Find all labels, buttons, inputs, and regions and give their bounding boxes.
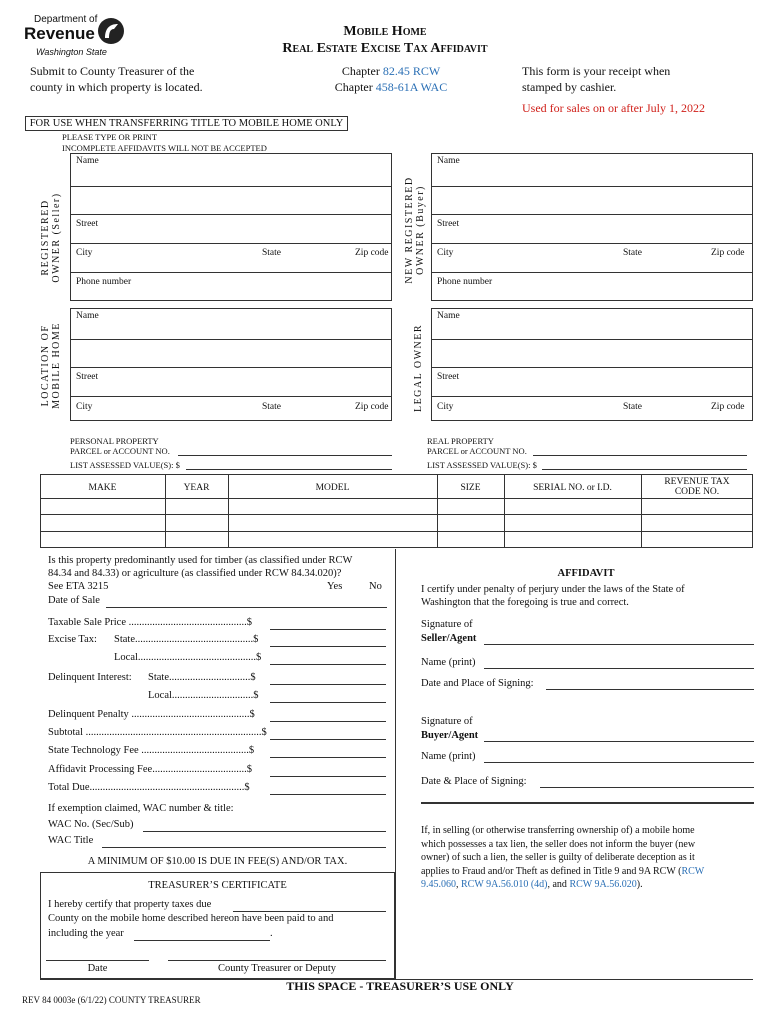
treasurer-date-label: Date: [87, 963, 108, 974]
delinquent-local-label: Local...............................$: [148, 690, 259, 701]
seller-date-place-input[interactable]: [546, 689, 754, 690]
col-serial: SERIAL NO. or I.D.: [533, 483, 612, 493]
seller-side-l2: OWNER (Seller): [51, 192, 62, 283]
tech-fee-input[interactable]: [270, 757, 386, 758]
lien-warning-end: ).: [636, 879, 643, 890]
legal-box: [431, 308, 753, 421]
seller-city-field[interactable]: City: [76, 248, 93, 258]
excise-tax-label: Excise Tax:: [48, 634, 97, 645]
link-rcw-9a-56-020[interactable]: RCW 9A.56.020: [569, 879, 637, 890]
timber-no-option[interactable]: No: [369, 581, 382, 592]
buyer-zip-field[interactable]: Zip code: [711, 248, 745, 258]
col-model: MODEL: [315, 483, 350, 493]
instructions-line1: PLEASE TYPE OR PRINT: [62, 132, 158, 142]
lien-warning-l4-pre: applies to Fraud and/or Theft as defined in Title 9 and 9A RCW (: [421, 865, 682, 877]
chapter-rcw-prefix: Chapter: [341, 64, 383, 78]
instructions-line2: INCOMPLETE AFFIDAVITS WILL NOT BE ACCEPTED: [62, 143, 267, 153]
buyer-phone-field[interactable]: Phone number: [437, 277, 493, 287]
excise-state-label: State.............................................$: [114, 634, 259, 645]
chapter-wac-prefix: Chapter: [334, 80, 376, 94]
real-assessed-input[interactable]: [542, 469, 747, 470]
delinquent-state-label: State...............................$: [148, 672, 256, 683]
processing-fee-input[interactable]: [270, 776, 386, 777]
taxable-sale-price-input[interactable]: [270, 629, 386, 630]
lien-warning-sep1: ,: [456, 879, 461, 890]
treasurer-use-only: THIS SPACE - TREASURER’S USE ONLY: [286, 979, 514, 993]
dor-logo: [22, 14, 132, 60]
buyer-name-print-input[interactable]: [484, 762, 754, 763]
col-revenue-l2: CODE NO.: [674, 487, 720, 497]
delinquent-penalty-input[interactable]: [270, 721, 386, 722]
taxable-sale-price-label: Taxable Sale Price .............................................$: [48, 617, 252, 628]
treasurer-county-input[interactable]: [233, 911, 386, 912]
timber-line3: See ETA 3215: [48, 581, 109, 592]
seller-agent-label: Seller/Agent: [421, 633, 477, 644]
excise-local-label: Local.............................................$: [114, 652, 262, 663]
buyer-signature-input[interactable]: [484, 741, 754, 742]
real-property-label: REAL PROPERTY: [427, 436, 494, 446]
used-for-date: Used for sales on or after July 1, 2022: [522, 101, 705, 115]
location-side-label: [40, 313, 62, 418]
logo-revenue: Revenue: [24, 24, 95, 43]
legal-street-field[interactable]: Street: [437, 372, 460, 382]
excise-state-input[interactable]: [270, 646, 386, 647]
legal-side-label: [413, 318, 424, 418]
tech-fee-label: State Technology Fee .........................................$: [48, 745, 255, 756]
location-street-field[interactable]: Street: [76, 372, 99, 382]
affidavit-title: AFFIDAVIT: [557, 568, 615, 579]
legal-zip-field[interactable]: Zip code: [711, 402, 745, 412]
delinquent-penalty-label: Delinquent Penalty .............................................$: [48, 709, 255, 720]
seller-side-label: [40, 175, 62, 300]
wac-no-label: WAC No. (Sec/Sub): [48, 819, 134, 830]
lien-warning: [421, 824, 756, 892]
seller-side-l1: REGISTERED: [40, 199, 51, 276]
treasurer-certificate-title: TREASURER’S CERTIFICATE: [148, 880, 287, 891]
chapter-wac: [320, 80, 462, 95]
legal-side-l1: LEGAL OWNER: [413, 323, 424, 413]
logo-department: Department of: [34, 14, 98, 25]
seller-name-print-label: Name (print): [421, 657, 476, 668]
seller-street-field[interactable]: Street: [76, 219, 99, 229]
treasurer-year-input[interactable]: [134, 940, 270, 941]
seller-name-print-input[interactable]: [484, 668, 754, 669]
buyer-name-print-label: Name (print): [421, 751, 476, 762]
link-rcw-9-45-060[interactable]: 9.45.060: [421, 879, 456, 890]
lower-divider: [395, 549, 396, 979]
form-number: REV 84 0003e (6/1/22) COUNTY TREASURER: [22, 995, 201, 1005]
buyer-name-field[interactable]: Name: [437, 156, 460, 166]
excise-local-input[interactable]: [270, 664, 386, 665]
col-revenue-code: [641, 477, 753, 497]
buyer-date-place-label: Date & Place of Signing:: [421, 776, 527, 787]
treasurer-line2: County on the mobile home described hereon have been paid to and: [48, 913, 334, 924]
treasurer-line3: including the year: [48, 928, 124, 939]
lien-warning-l5: [421, 878, 756, 892]
buyer-state-field[interactable]: State: [623, 248, 642, 258]
wac-title-input[interactable]: [102, 847, 386, 848]
real-parcel-label: PARCEL or ACCOUNT NO.: [427, 446, 527, 456]
link-458-61a-wac[interactable]: 458-61A WAC: [375, 80, 448, 94]
timber-line2: 84.34 and 84.33) or agriculture (as classified under RCW 84.34.020)?: [48, 568, 342, 579]
real-parcel-input[interactable]: [533, 455, 747, 456]
buyer-agent-label: Buyer/Agent: [421, 730, 479, 741]
personal-assessed-input[interactable]: [186, 469, 392, 470]
seller-date-place-label: Date and Place of Signing:: [421, 678, 534, 689]
lien-warning-l3: owner) of such a lien, the seller is guilty of deliberate deception as it: [421, 852, 695, 863]
legal-city-field[interactable]: City: [437, 402, 454, 412]
link-82-45-rcw[interactable]: 82.45 RCW: [382, 64, 441, 78]
link-rcw-9a-56-010[interactable]: RCW 9A.56.010 (4d): [461, 879, 548, 890]
personal-parcel-input[interactable]: [178, 455, 392, 456]
logo-washington: Washington State: [36, 47, 107, 57]
lien-warning-l1: If, in selling (or otherwise transferring ownership of) a mobile home: [421, 825, 695, 836]
total-due-label: Total Due...........................................................$: [48, 782, 250, 793]
date-of-sale-input[interactable]: [106, 607, 387, 608]
seller-signature-of: Signature of: [421, 619, 473, 630]
buyer-side-l1: NEW REGISTERED: [404, 176, 415, 284]
receipt-line1: This form is your receipt when: [522, 64, 671, 78]
lien-warning-l2: which possesses a tax lien, the seller does not inform the buyer (new: [421, 838, 696, 850]
col-revenue-l1: REVENUE TAX: [664, 477, 730, 487]
buyer-street-field[interactable]: Street: [437, 219, 460, 229]
lien-warning-sep2: , and: [547, 879, 570, 890]
delinquent-interest-label: Delinquent Interest:: [48, 672, 132, 683]
receipt-line2: stamped by cashier.: [522, 80, 617, 94]
timber-yes-option[interactable]: Yes: [327, 581, 343, 592]
timber-line1: Is this property predominantly used for timber (as classified under RCW: [48, 555, 353, 566]
lien-warning-l4: [421, 865, 756, 879]
buyer-city-field[interactable]: City: [437, 248, 454, 258]
buyer-date-place-input[interactable]: [540, 787, 754, 788]
exemption-label: If exemption claimed, WAC number & title:: [48, 803, 234, 814]
treasurer-line1: I hereby certify that property taxes due: [48, 899, 212, 910]
col-size: SIZE: [460, 483, 481, 493]
date-of-sale-label: Date of Sale: [48, 595, 100, 606]
affidavit-divider: [421, 802, 754, 804]
location-name-field[interactable]: Name: [76, 311, 99, 321]
total-due-input[interactable]: [270, 794, 386, 795]
location-box: [70, 308, 392, 421]
personal-property-label: PERSONAL PROPERTY: [70, 436, 159, 446]
location-side-l2: MOBILE HOME: [51, 322, 62, 409]
seller-name-field[interactable]: Name: [76, 156, 99, 166]
use-banner: [25, 116, 348, 131]
affidavit-line1: I certify under penalty of perjury under the laws of the State of: [421, 584, 685, 595]
treasurer-deputy-label: County Treasurer or Deputy: [217, 963, 337, 974]
use-banner-text: FOR USE WHEN TRANSFERRING TITLE TO MOBILE HOME ONLY: [29, 118, 344, 129]
seller-signature-input[interactable]: [484, 644, 754, 645]
chapter-rcw: [330, 64, 452, 79]
submit-line2: county in which property is located.: [30, 80, 203, 94]
delinquent-state-input[interactable]: [270, 684, 386, 685]
subtotal-input[interactable]: [270, 739, 386, 740]
buyer-signature-of: Signature of: [421, 716, 473, 727]
treasurer-date-input[interactable]: [46, 960, 149, 961]
location-state-field[interactable]: State: [262, 402, 281, 412]
processing-fee-label: Affidavit Processing Fee....................................$: [48, 764, 252, 775]
personal-assessed-label: LIST ASSESSED VALUE(S): $: [70, 460, 180, 470]
legal-name-field[interactable]: Name: [437, 311, 460, 321]
logo-mark-icon: [96, 16, 126, 46]
affidavit-line2: Washington that the foregoing is true and correct.: [421, 597, 629, 608]
wac-title-label: WAC Title: [48, 835, 94, 846]
form-title-line1: Mobile Home: [343, 24, 427, 39]
subtotal-label: Subtotal ...................................................................$: [48, 727, 267, 738]
minimum-due-notice: A MINIMUM OF $10.00 IS DUE IN FEE(S) AND/OR TAX.: [87, 856, 348, 867]
wac-no-input[interactable]: [143, 831, 386, 832]
legal-state-field[interactable]: State: [623, 402, 642, 412]
seller-zip-field[interactable]: Zip code: [355, 248, 389, 258]
link-rcw-prefix[interactable]: RCW: [681, 865, 705, 877]
location-zip-field[interactable]: Zip code: [355, 402, 389, 412]
real-assessed-label: LIST ASSESSED VALUE(S): $: [427, 460, 537, 470]
treasurer-line3-end: .: [270, 928, 273, 939]
col-make: MAKE: [88, 483, 117, 493]
location-side-l1: LOCATION OF: [40, 324, 51, 407]
seller-phone-field[interactable]: Phone number: [76, 277, 132, 287]
delinquent-local-input[interactable]: [270, 702, 386, 703]
personal-parcel-label: PARCEL or ACCOUNT NO.: [70, 446, 170, 456]
treasurer-signature-input[interactable]: [168, 960, 386, 961]
col-year: YEAR: [183, 483, 210, 493]
buyer-side-label: [404, 175, 426, 285]
submit-line1: Submit to County Treasurer of the: [30, 64, 195, 78]
form-title-line2: Real Estate Excise Tax Affidavit: [282, 41, 488, 56]
buyer-side-l2: OWNER (Buyer): [415, 185, 426, 275]
seller-state-field[interactable]: State: [262, 248, 281, 258]
location-city-field[interactable]: City: [76, 402, 93, 412]
